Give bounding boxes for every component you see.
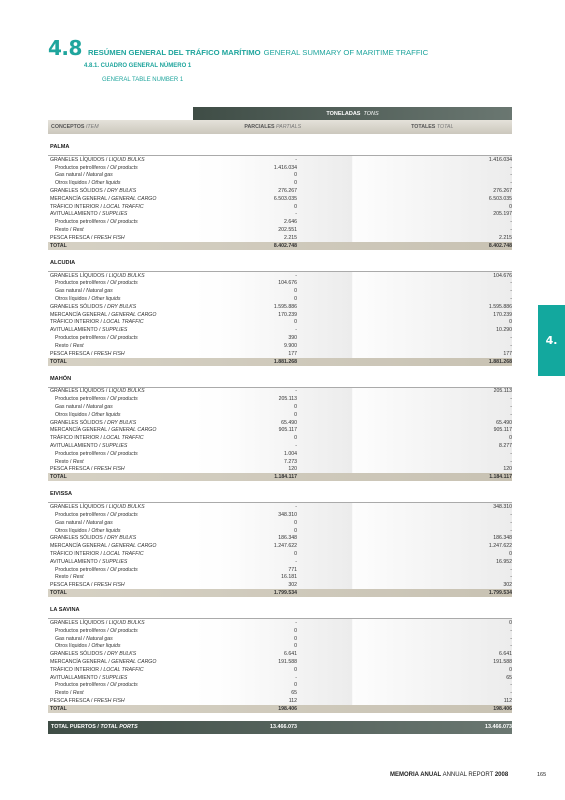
row-label: AVITUALLAMIENTO / SUPPLIES (50, 211, 128, 218)
row-total: - (510, 342, 512, 349)
row-total: - (510, 335, 512, 342)
table-row (48, 195, 512, 203)
total-partial: 1.184.117 (274, 474, 297, 481)
table-row (48, 466, 512, 474)
row-label: GRANELES LÍQUIDOS / LIQUID BULKS (50, 388, 145, 395)
row-partial: 0 (294, 288, 297, 295)
table-row (48, 542, 512, 550)
row-label: GRANELES SÓLIDOS / DRY BULKS (50, 535, 137, 542)
page-number: 165 (537, 772, 547, 778)
row-partial: 905.117 (278, 427, 297, 434)
section-header (48, 36, 518, 60)
table-row (48, 450, 512, 458)
row-label: PESCA FRESCA / FRESH FISH (50, 234, 125, 241)
row-partial: - (295, 619, 297, 626)
row-label: AVITUALLAMIENTO / SUPPLIES (50, 443, 128, 449)
grand-total-row (48, 721, 512, 734)
row-partial: 1.247.622 (273, 543, 297, 550)
row-label: Productos petrolíferos / Oil products (55, 627, 138, 634)
row-label: TRÁFICO INTERIOR / LOCAL TRAFFIC (50, 550, 144, 557)
table-row (48, 218, 512, 226)
tonnes-label-es: TONELADAS (326, 110, 361, 117)
table-row (48, 234, 512, 242)
total-total: 1.881.268 (488, 358, 512, 365)
row-partial: 177 (288, 350, 297, 357)
table-row (48, 226, 512, 234)
row-label: GRANELES LÍQUIDOS / LIQUID BULKS (50, 156, 145, 163)
row-label: MERCANCÍA GENERAL / GENERAL CARGO (50, 658, 157, 665)
table-row (48, 627, 512, 635)
row-label: Gas natural / Natural gas (55, 288, 113, 295)
table-row (48, 689, 512, 697)
total-total: 1.799.534 (488, 590, 512, 597)
row-partial: 65.490 (281, 419, 297, 426)
row-total: 0 (509, 203, 512, 210)
row-total: 0 (509, 435, 512, 442)
row-partial: 0 (294, 635, 297, 642)
row-total: - (510, 458, 512, 465)
row-partial: 9.900 (284, 342, 297, 349)
chapter-tab: 4. (538, 305, 565, 376)
row-total: 205.113 (493, 388, 512, 395)
row-partial: 0 (294, 203, 297, 210)
row-total: - (510, 288, 512, 295)
table-row (48, 658, 512, 666)
row-total: - (510, 511, 512, 518)
col-concept: CONCEPTOS ITEM (51, 124, 99, 130)
table-row (48, 566, 512, 574)
row-total: 905.117 (493, 427, 512, 434)
section-number: 4.8 (48, 36, 82, 60)
table-row (48, 411, 512, 419)
port-name: MAHÓN (50, 375, 72, 382)
row-total: 0 (509, 550, 512, 557)
table-row (48, 179, 512, 187)
table-row (48, 650, 512, 658)
total-total: 8.402.748 (488, 242, 512, 249)
total-label: TOTAL (50, 242, 67, 249)
row-partial: - (295, 327, 297, 334)
total-partial: 1.799.534 (273, 590, 297, 597)
row-label: Otros líquidos / Other liquids (55, 527, 121, 534)
port-rows (48, 619, 512, 713)
row-total: - (510, 280, 512, 287)
row-label: Otros líquidos / Other liquids (55, 643, 121, 650)
row-partial: 771 (288, 566, 297, 573)
tonnes-label-en: TONS (363, 110, 379, 117)
row-partial: 0 (294, 682, 297, 689)
row-partial: 0 (294, 319, 297, 326)
row-total: 1.247.622 (488, 543, 512, 550)
row-total: - (510, 566, 512, 573)
port-rows (48, 272, 512, 366)
table-row (48, 434, 512, 442)
total-label: TOTAL (50, 474, 67, 481)
row-total: - (510, 643, 512, 650)
table-row (48, 511, 512, 519)
row-label: Otros líquidos / Other liquids (55, 411, 121, 418)
row-total: 8.277 (499, 443, 512, 449)
row-label: GRANELES LÍQUIDOS / LIQUID BULKS (50, 619, 145, 626)
row-total: 348.310 (493, 504, 512, 511)
row-partial: - (295, 211, 297, 218)
total-partial: 198.406 (278, 705, 297, 712)
table-row (48, 581, 512, 589)
row-label: MERCANCÍA GENERAL / GENERAL CARGO (50, 427, 157, 434)
row-total: 170.239 (493, 311, 512, 318)
table-row (48, 527, 512, 535)
port-rows (48, 156, 512, 250)
row-label: MERCANCÍA GENERAL / GENERAL CARGO (50, 311, 157, 318)
row-label: Gas natural / Natural gas (55, 519, 113, 526)
row-total: 1.595.886 (488, 303, 512, 310)
row-partial: 2.646 (284, 219, 297, 226)
row-label: MERCANCÍA GENERAL / GENERAL CARGO (50, 543, 157, 550)
row-label: Productos petrolíferos / Oil products (55, 566, 138, 573)
row-partial: 0 (294, 172, 297, 179)
row-total: 0 (509, 619, 512, 626)
table-row (48, 534, 512, 542)
row-label: TRÁFICO INTERIOR / LOCAL TRAFFIC (50, 435, 144, 442)
row-total: - (510, 172, 512, 179)
table-row (48, 334, 512, 342)
total-row (48, 589, 512, 597)
row-label: Gas natural / Natural gas (55, 404, 113, 411)
row-partial: - (295, 443, 297, 449)
row-partial: 0 (294, 643, 297, 650)
port-section-palma (48, 134, 512, 250)
row-partial: 390 (288, 335, 297, 342)
grand-total-partial: 13.466.073 (270, 724, 297, 731)
row-label: AVITUALLAMIENTO / SUPPLIES (50, 558, 128, 565)
total-total: 198.406 (493, 705, 512, 712)
row-label: PESCA FRESCA / FRESH FISH (50, 582, 125, 589)
port-name: ALCUDIA (50, 259, 76, 266)
table-row (48, 388, 512, 396)
table-row (48, 573, 512, 581)
row-label: Productos petrolíferos / Oil products (55, 450, 138, 457)
row-partial: 0 (294, 411, 297, 418)
table-row (48, 342, 512, 350)
row-total: 205.197 (493, 211, 512, 218)
total-total: 1.184.117 (489, 474, 512, 481)
total-row (48, 358, 512, 366)
table-row (48, 172, 512, 180)
row-label: PESCA FRESCA / FRESH FISH (50, 697, 125, 704)
row-label: Resto / Rest (55, 458, 84, 465)
table-row (48, 295, 512, 303)
table-row (48, 619, 512, 627)
port-sections (48, 134, 512, 713)
row-partial: 120 (288, 466, 297, 473)
row-label: Resto / Rest (55, 342, 84, 349)
row-partial: 0 (294, 627, 297, 634)
table-row (48, 326, 512, 334)
row-label: Resto / Rest (55, 690, 84, 697)
table-row (48, 403, 512, 411)
row-label: Productos petrolíferos / Oil products (55, 511, 138, 518)
port-section-eivissa (48, 481, 512, 597)
row-total: 177 (503, 350, 512, 357)
row-total: 0 (509, 319, 512, 326)
total-partial: 1.881.268 (273, 358, 297, 365)
section-title-en: GENERAL SUMMARY OF MARITIME TRAFFIC (263, 48, 429, 57)
row-total: 120 (503, 466, 512, 473)
table-row (48, 419, 512, 427)
row-total: - (510, 180, 512, 187)
row-partial: - (295, 272, 297, 279)
row-label: Productos petrolíferos / Oil products (55, 396, 138, 403)
row-total: 191.588 (493, 658, 512, 665)
row-label: TRÁFICO INTERIOR / LOCAL TRAFFIC (50, 319, 144, 326)
port-rows (48, 503, 512, 597)
table-row (48, 319, 512, 327)
table-row (48, 519, 512, 527)
row-partial: 6.641 (284, 651, 297, 658)
row-total: 65.490 (496, 419, 512, 426)
row-label: Resto / Rest (55, 227, 84, 234)
row-partial: 0 (294, 296, 297, 303)
table-row (48, 666, 512, 674)
port-rows (48, 388, 512, 482)
row-label: TRÁFICO INTERIOR / LOCAL TRAFFIC (50, 666, 144, 673)
row-label: AVITUALLAMIENTO / SUPPLIES (50, 327, 128, 334)
row-label: GRANELES SÓLIDOS / DRY BULKS (50, 419, 137, 426)
row-label: Productos petrolíferos / Oil products (55, 219, 138, 226)
row-total: 16.952 (496, 558, 512, 565)
row-partial: - (295, 388, 297, 395)
row-total: - (510, 635, 512, 642)
row-partial: 191.588 (278, 658, 297, 665)
col-total: TOTALES TOTAL (411, 124, 454, 130)
row-total: - (510, 690, 512, 697)
row-partial: 348.310 (278, 511, 297, 518)
table-row (48, 350, 512, 358)
row-total: 104.676 (493, 272, 512, 279)
row-partial: 170.239 (278, 311, 297, 318)
table-row (48, 164, 512, 172)
column-header-row (48, 120, 512, 134)
table-row (48, 697, 512, 705)
table-row (48, 395, 512, 403)
section-title-es: RESÚMEN GENERAL DEL TRÁFICO MARÍTIMO (87, 48, 261, 57)
row-total: 1.416.034 (488, 156, 512, 163)
row-partial: 1.004 (284, 450, 297, 457)
row-partial: 205.113 (278, 396, 297, 403)
row-partial: - (295, 504, 297, 511)
table-row (48, 303, 512, 311)
table-row (48, 681, 512, 689)
row-label: TRÁFICO INTERIOR / LOCAL TRAFFIC (50, 203, 144, 210)
row-total: 6.503.035 (488, 195, 512, 202)
row-total: 0 (509, 666, 512, 673)
row-total: - (510, 396, 512, 403)
row-label: Productos petrolíferos / Oil products (55, 682, 138, 689)
row-label: MERCANCÍA GENERAL / GENERAL CARGO (50, 195, 157, 202)
row-partial: - (295, 156, 297, 163)
table-row (48, 311, 512, 319)
total-label: TOTAL (50, 358, 67, 365)
row-total: - (510, 682, 512, 689)
row-total: - (510, 519, 512, 526)
table-row (48, 203, 512, 211)
table-row (48, 442, 512, 450)
row-partial: - (295, 558, 297, 565)
row-label: Productos petrolíferos / Oil products (55, 280, 138, 287)
row-total: 10.290 (496, 327, 512, 334)
row-partial: - (295, 674, 297, 681)
total-row (48, 705, 512, 713)
table-row (48, 635, 512, 643)
total-partial: 8.402.748 (273, 242, 297, 249)
table-row (48, 272, 512, 280)
grand-total-label: TOTAL PUERTOS / TOTAL PORTS (51, 724, 138, 731)
row-partial: 0 (294, 404, 297, 411)
row-label: PESCA FRESCA / FRESH FISH (50, 350, 125, 357)
row-partial: 0 (294, 519, 297, 526)
table-row (48, 503, 512, 511)
row-partial: 6.503.035 (273, 195, 297, 202)
row-partial: 1.595.886 (273, 303, 297, 310)
row-partial: 0 (294, 180, 297, 187)
row-label: AVITUALLAMIENTO / SUPPLIES (50, 674, 128, 681)
table-row (48, 642, 512, 650)
port-name: EIVISSA (50, 491, 73, 498)
grand-total-total: 13.466.073 (485, 724, 512, 731)
port-section-la-savina (48, 597, 512, 713)
table-subtitle-en: GENERAL TABLE NUMBER 1 (102, 77, 184, 83)
row-total: - (510, 219, 512, 226)
footer-label: MEMORIA ANUAL ANNUAL REPORT 2008 (390, 772, 509, 778)
table-row (48, 287, 512, 295)
col-partial: PARCIALES PARTIALS (244, 124, 302, 130)
row-partial: 2.215 (284, 234, 297, 241)
row-label: GRANELES SÓLIDOS / DRY BULKS (50, 188, 137, 195)
row-total: - (510, 527, 512, 534)
row-partial: 0 (294, 435, 297, 442)
row-partial: 65 (291, 690, 297, 697)
row-partial: 276.267 (278, 188, 297, 195)
port-name: PALMA (50, 144, 70, 150)
table-row (48, 458, 512, 466)
table-subtitle: 4.8.1. CUADRO GENERAL NÚMERO 1 (84, 63, 192, 69)
row-partial: 7.273 (284, 458, 297, 465)
table-row (48, 156, 512, 164)
row-total: 6.641 (499, 651, 512, 658)
row-total: - (510, 227, 512, 234)
row-label: Productos petrolíferos / Oil products (55, 164, 138, 171)
row-label: GRANELES LÍQUIDOS / LIQUID BULKS (50, 272, 145, 279)
total-row (48, 473, 512, 481)
row-label: GRANELES SÓLIDOS / DRY BULKS (50, 651, 137, 658)
row-label: Resto / Rest (55, 574, 84, 581)
row-partial: 16.181 (281, 574, 297, 581)
row-label: Gas natural / Natural gas (55, 172, 113, 179)
row-total: 65 (506, 674, 512, 681)
row-total: - (510, 574, 512, 581)
row-total: - (510, 627, 512, 634)
row-partial: 302 (288, 582, 297, 589)
row-partial: 112 (288, 697, 297, 704)
total-label: TOTAL (50, 705, 67, 712)
total-row (48, 242, 512, 250)
row-partial: 104.676 (278, 280, 297, 287)
table-row (48, 558, 512, 566)
row-total: 2.215 (499, 234, 512, 241)
row-label: PESCA FRESCA / FRESH FISH (50, 466, 125, 473)
tonnes-header (193, 107, 512, 120)
summary-table (48, 107, 512, 734)
row-partial: 202.551 (278, 227, 297, 234)
row-partial: 0 (294, 550, 297, 557)
row-label: Otros líquidos / Other liquids (55, 180, 121, 187)
port-section-alcudia (48, 250, 512, 366)
row-label: Productos petrolíferos / Oil products (55, 335, 138, 342)
row-partial: 1.416.034 (273, 164, 297, 171)
row-label: GRANELES SÓLIDOS / DRY BULKS (50, 303, 137, 310)
row-label: Otros líquidos / Other liquids (55, 296, 121, 303)
row-total: 112 (503, 697, 512, 704)
row-label: Gas natural / Natural gas (55, 635, 113, 642)
row-total: - (510, 164, 512, 171)
table-row (48, 674, 512, 682)
row-label: GRANELES LÍQUIDOS / LIQUID BULKS (50, 504, 145, 511)
table-row (48, 280, 512, 288)
row-total: - (510, 404, 512, 411)
table-row (48, 550, 512, 558)
row-partial: 0 (294, 666, 297, 673)
table-row (48, 427, 512, 435)
table-row (48, 187, 512, 195)
row-total: - (510, 450, 512, 457)
row-total: - (510, 296, 512, 303)
row-total: 276.267 (493, 188, 512, 195)
port-section-mahón (48, 366, 512, 482)
row-total: 302 (503, 582, 512, 589)
row-partial: 186.348 (278, 535, 297, 542)
port-name: LA SAVINA (50, 607, 80, 614)
table-row (48, 211, 512, 219)
total-label: TOTAL (50, 590, 67, 597)
row-total: - (510, 411, 512, 418)
row-total: 186.348 (493, 535, 512, 542)
row-partial: 0 (294, 527, 297, 534)
